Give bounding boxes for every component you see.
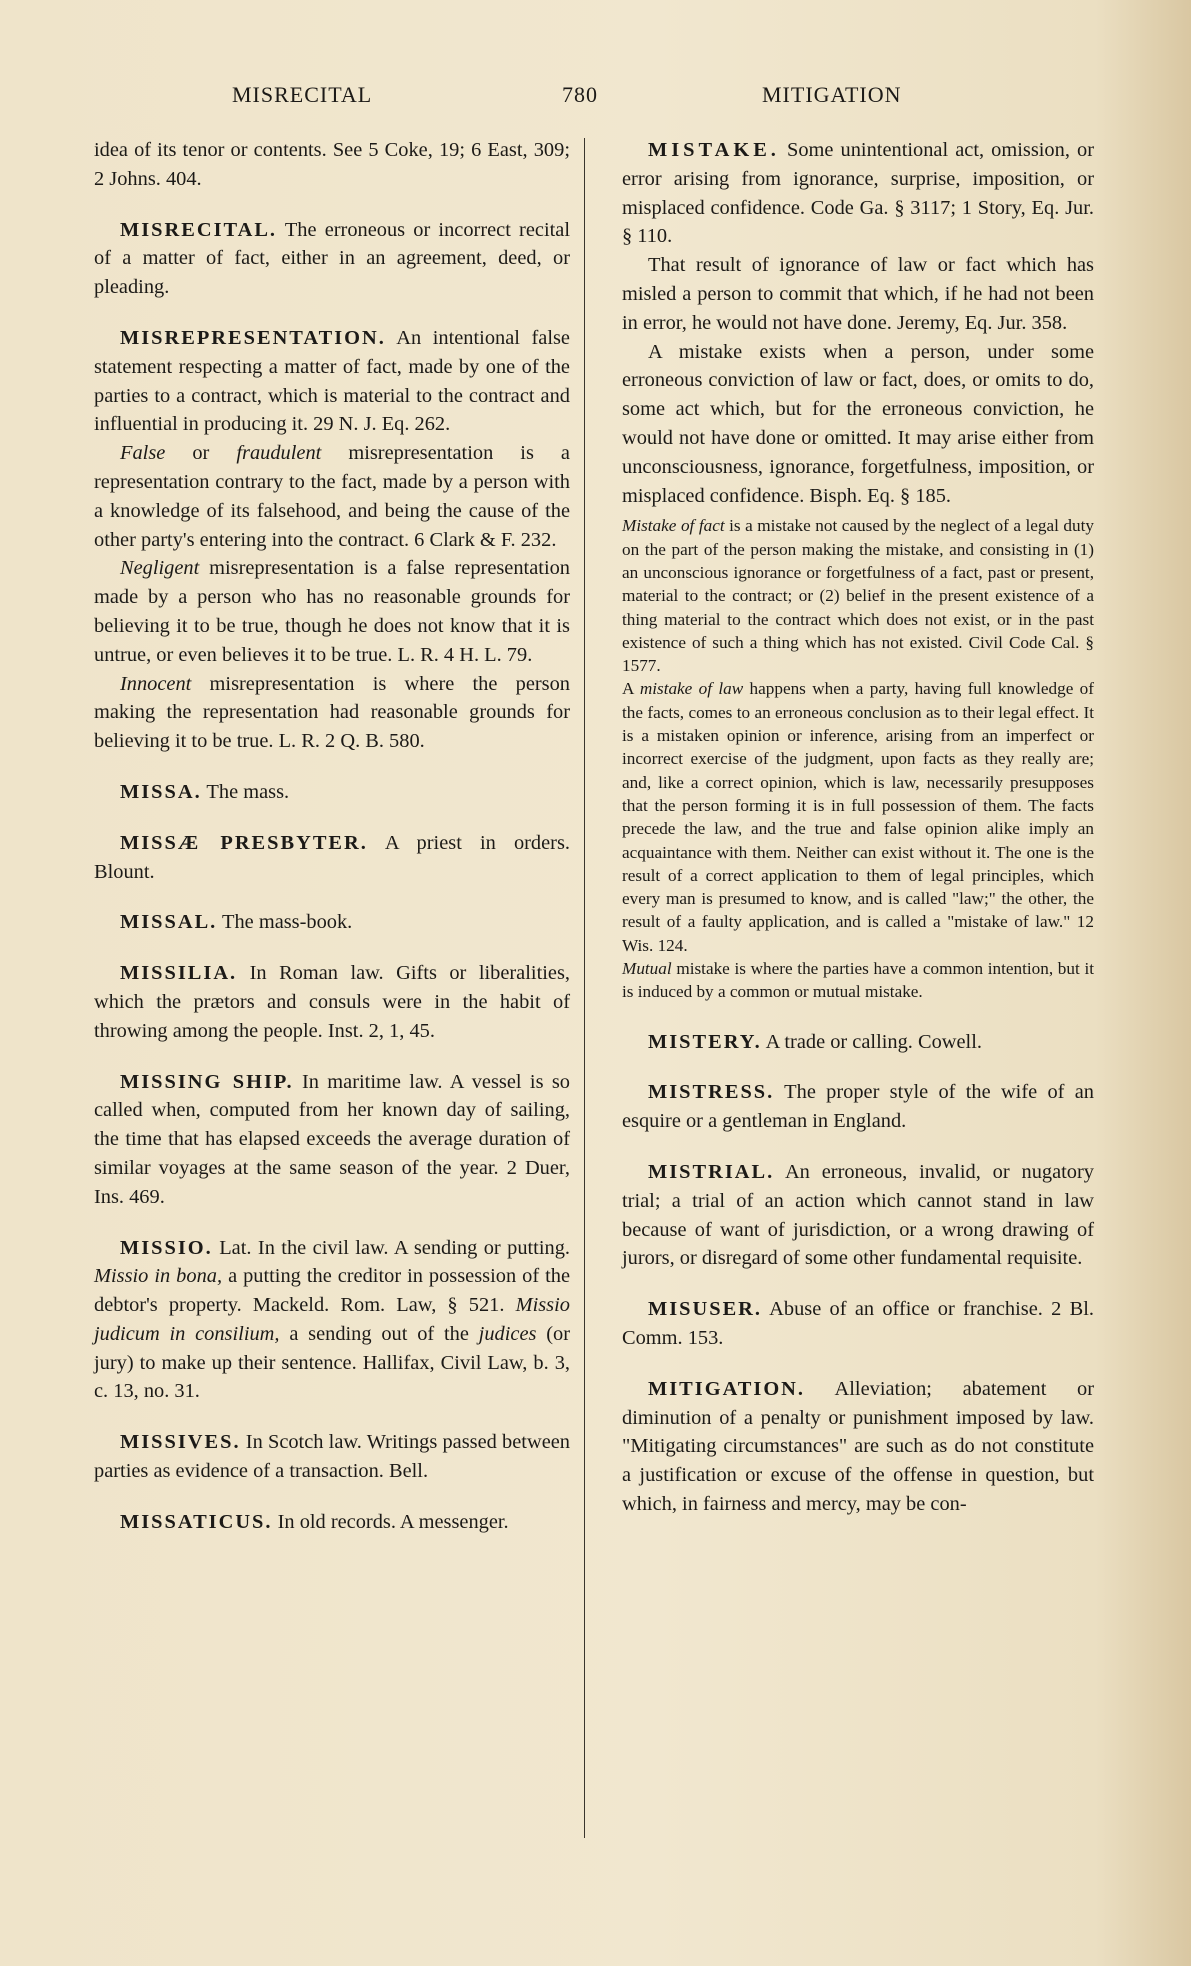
- headword: MISTRESS.: [648, 1081, 775, 1104]
- definition: happens when a party, having full knowledge of the facts, comes to an erroneous conclusion as to their legal effect. It is a mistaken opinion or inference, arising from an imperfect or incorrect exercise of the judgment, upon facts as they really are; and, like a correct opinion, which is law, necessarily presupposes that the person forming it is in full possession of them. The facts precede the law, and the true and false opinion alike imply an acquaintance with them. Neither can exist without it. The one is the result of a correct application to them of legal principles, which every man is presumed to know, and is called "law;" the other, the result of a faulty application, and is called a "mistake of law." 12 Wis. 124.: [622, 679, 1094, 955]
- entry-mitigation: [622, 1375, 1094, 1519]
- definition: misrepresentation is a false representation made by a person who has no reasonable grounds for believing it to be true, though he does not know that it is untrue, or even believes it to be true. L. R. 4 H. L. 79.: [94, 557, 570, 666]
- definition: The mass-book.: [222, 911, 353, 934]
- entry-missing-ship: [94, 1068, 570, 1212]
- definition: Some unintentional act, omission, or error arising from ignorance, surprise, imposition, or misplaced confidence. Code Ga. § 3117; 1 Story, Eq. Jur. § 110.: [622, 139, 1094, 248]
- headword: MISSÆ PRESBYTER.: [120, 831, 368, 854]
- headword: MISRECITAL.: [120, 218, 278, 241]
- headword: MISTRIAL.: [648, 1160, 775, 1183]
- column-divider: [584, 138, 585, 1838]
- entry-misrepresentation: [94, 324, 570, 756]
- term: Innocent: [120, 672, 192, 695]
- definition: misrepresentation is a representation contrary to the fact, made by a person with a knowledge of its falsehood, and being the cause of the other party's entering into the contract. 6 Clark & F. 232.: [94, 442, 570, 551]
- headword: MITIGATION.: [648, 1377, 806, 1400]
- entry-misrecital: [94, 216, 570, 302]
- entry-mistress: [622, 1078, 1094, 1136]
- definition: A mistake exists when a person, under some erroneous conviction of law or fact, does, or omits to do, some act which, but for the erroneous conviction, he would not have done or omitted. It may arise either from unconsciousness, ignorance, forgetfulness, imposition, or misplaced confidence. Bisph. Eq. § 185.: [622, 340, 1094, 507]
- headword: MISTERY.: [648, 1030, 762, 1053]
- headword: MISSATICUS.: [120, 1510, 273, 1533]
- entry-missives: [94, 1428, 570, 1486]
- definition: Abuse of an office or franchise. 2 Bl. Comm. 153.: [622, 1298, 1094, 1349]
- headword: MISSING SHIP.: [120, 1070, 294, 1093]
- definition: That result of ignorance of law or fact which has misled a person to commit that which, if he had not been in error, he would not have done. Jeremy, Eq. Jur. 358.: [622, 254, 1094, 334]
- headword: MISUSER.: [648, 1298, 763, 1321]
- header-left-guide-word: MISRECITAL: [232, 82, 373, 107]
- header-right-guide-word: MITIGATION: [762, 82, 902, 107]
- definition: A trade or calling. Cowell.: [765, 1030, 982, 1053]
- term: Missio judicum in consilium,: [94, 1294, 570, 1345]
- term-prefix: A: [622, 679, 634, 699]
- entry-continuation: [94, 136, 570, 194]
- headword: MISSIO.: [120, 1236, 213, 1259]
- entry-mistake: [622, 136, 1094, 1004]
- term: fraudulent: [236, 442, 322, 465]
- term: mistake of law: [639, 679, 744, 699]
- term: Mutual: [622, 959, 672, 978]
- entry-missae-presbyter: [94, 829, 570, 887]
- running-header: [0, 82, 1191, 112]
- entry-missal: [94, 908, 570, 937]
- term: judices: [478, 1322, 537, 1345]
- entry-text: idea of its tenor or contents. See 5 Coke, 19; 6 East, 309; 2 Johns. 404.: [94, 139, 570, 190]
- entry-missaticus: [94, 1508, 570, 1537]
- headword: MISSAL.: [120, 911, 218, 934]
- headword: MISSIVES.: [120, 1431, 241, 1454]
- definition: mistake is where the parties have a common intention, but it is induced by a common or mutual mistake.: [622, 959, 1095, 1002]
- term-connector: or: [192, 442, 210, 465]
- definition: An erroneous, invalid, or nugatory trial; a trial of an action which cannot stand in law because of want of jurisdiction, or a wrong drawing of jurors, or disregard of some other fundamental requisite.: [622, 1160, 1094, 1270]
- definition: Alleviation; abatement or diminution of a penalty or punishment imposed by law. "Mitigating circumstances" are such as do not constitute a justification or excuse of the offense in question, but which, in fairness and mercy, may be con-: [622, 1377, 1094, 1515]
- headword: MISREPRESENTATION.: [120, 326, 386, 349]
- definition: The proper style of the wife of an esquire or a gentleman in England.: [622, 1081, 1094, 1133]
- definition: An intentional false statement respecting a matter of fact, made by one of the parties to a contract, which is material to the contract and influential in producing it. 29 N. J. Eq. 262.: [94, 326, 570, 436]
- definition: A priest in orders. Blount.: [94, 831, 570, 883]
- headword: MISTAKE.: [648, 139, 780, 161]
- entry-missilia: [94, 959, 570, 1045]
- right-column: [622, 136, 1094, 1519]
- definition: Lat. In the civil law. A sending or putting.: [219, 1236, 570, 1259]
- definition: The mass.: [206, 780, 290, 803]
- term: Mistake of fact: [622, 516, 725, 536]
- definition: In Roman law. Gifts or liberalities, which the prætors and consuls were in the habit of throwing among the people. Inst. 2, 1, 45.: [94, 962, 570, 1042]
- headword: MISSA.: [120, 780, 202, 803]
- term: Negligent: [120, 557, 200, 580]
- entry-mistery: [622, 1028, 1094, 1057]
- headword: MISSILIA.: [120, 962, 238, 985]
- definition: (or jury) to make up their sentence. Hallifax, Civil Law, b. 3, c. 13, no. 31.: [94, 1322, 571, 1403]
- definition: In maritime law. A vessel is so called when, computed from her known day of sailing, the time that has elapsed exceeds the average duration of similar voyages at the same season of the year. 2 Duer, Ins. 469.: [94, 1070, 570, 1208]
- definition: misrepresentation is where the person making the representation had reasonable grounds for believing it to be true. L. R. 2 Q. B. 580.: [94, 672, 570, 753]
- page-number: 780: [562, 82, 598, 107]
- entry-misuser: [622, 1295, 1094, 1353]
- definition: In Scotch law. Writings passed between parties as evidence of a transaction. Bell.: [94, 1431, 570, 1483]
- entry-mistrial: [622, 1158, 1094, 1273]
- definition: a putting the creditor in possession of the debtor's property. Mackeld. Rom. Law, § 521.: [94, 1265, 570, 1317]
- left-column: [94, 136, 570, 1537]
- definition: In old records. A messenger.: [277, 1510, 509, 1533]
- entry-missio: [94, 1234, 570, 1407]
- term: Missio in bona,: [94, 1265, 223, 1288]
- definition: The erroneous or incorrect recital of a matter of fact, either in an agreement, deed, or pleading.: [94, 218, 570, 299]
- definition: is a mistake not caused by the neglect of a legal duty on the part of the person making the mistake, and consisting in (1) an unconscious ignorance or forgetfulness of a fact, past or present, material to the contract; or (2) belief in the present existence of a thing material to the contract which does not exist, or in the past existence of such a thing which has not existed. Civil Code Cal. § 1577.: [622, 516, 1094, 676]
- definition: a sending out of the: [289, 1322, 469, 1345]
- term: False: [120, 442, 166, 465]
- entry-missa: [94, 778, 570, 807]
